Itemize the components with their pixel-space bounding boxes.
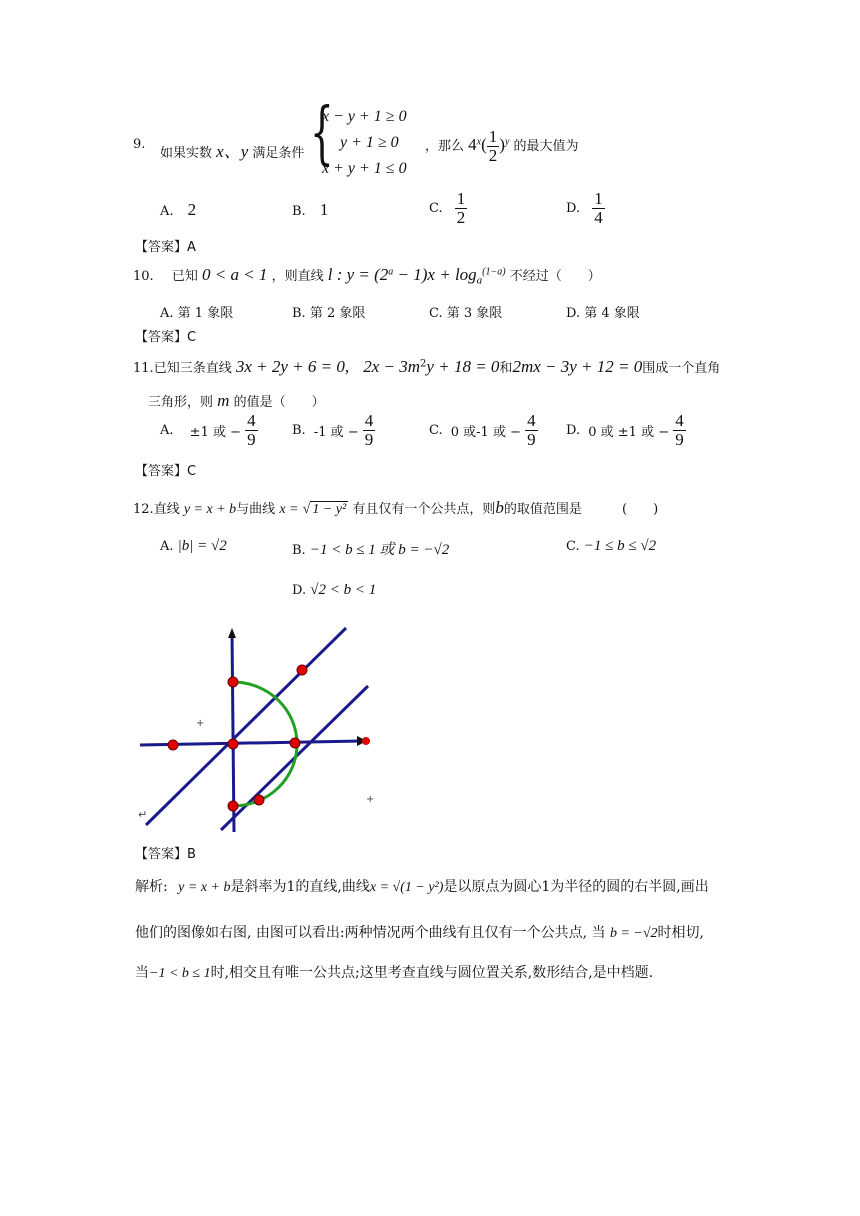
figure-points [168, 665, 370, 811]
q9-vars: x、y [216, 142, 249, 161]
point [362, 737, 370, 745]
q9-answer: 【答案】A [135, 240, 196, 255]
q10-mid: ，则直线 [271, 269, 324, 284]
q9-frac: $\frac{1}{2}$ [488, 127, 498, 165]
q9-expr-base: 4 [468, 134, 477, 154]
q10-line-eq: l : y = (2 [327, 265, 389, 284]
q10-option-d: D. 第 4 象限 [566, 306, 640, 321]
q12-option-b: B. −1 < b ≤ 1 或 b = −√2 [292, 542, 450, 558]
explanation-eq-3: −1 < b ≤ 1 [149, 966, 211, 981]
q11-line2-suffix: 的值是（ ） [233, 395, 325, 410]
q12-mid: 与曲线 [236, 502, 276, 517]
q10-suffix: 不经过（ ） [509, 269, 601, 284]
q9-cond-label: 满足条件 [252, 146, 305, 161]
q9-number: 9. [133, 137, 146, 152]
q9-option-c-frac: $\frac{1}{2}$ [456, 189, 466, 227]
q9-prefix [160, 137, 304, 162]
q11-option-d: D. 0 或 ±1 或 − $\frac{4}{9}$ [566, 411, 684, 449]
figure-graph [136, 620, 375, 835]
q9-cond-1: x − y + 1 ≥ 0 [322, 108, 407, 125]
q10-cond: 0 < a < 1 [201, 265, 268, 284]
q11-prefix: 已知三条直线 [153, 361, 232, 376]
explanation-label: 解析: [135, 879, 168, 895]
q12-prefix: 直线 [153, 502, 180, 517]
q10-option-a: A. 第 1 象限 [160, 306, 234, 321]
explanation-line-2 [135, 922, 704, 942]
q9-option-b [292, 200, 328, 220]
q12-line [133, 498, 658, 518]
q11-line-2 [148, 391, 325, 411]
q11-suffix: 围成一个直角 [642, 361, 721, 376]
point [254, 795, 264, 805]
q9-cond-2: y + 1 ≥ 0 [340, 134, 399, 151]
q9-suffix-b: 的最大值为 [513, 138, 579, 154]
q12-paren: ( ) [622, 502, 659, 517]
q11-eq2: 2x − 3m [363, 357, 421, 376]
q9-option-a-value: 2 [187, 200, 197, 219]
q12-curve-sqrt: √ 1 − y² [302, 502, 347, 517]
q12-suffix-b: 的取值范围是 [503, 502, 582, 517]
point [228, 739, 238, 749]
point [290, 738, 300, 748]
explanation-text-2c: 时相切, [657, 925, 704, 941]
q9-brace: { [310, 94, 334, 173]
q11-line-1 [133, 357, 720, 377]
q9-option-a [160, 200, 196, 220]
explanation-text-b: 是斜率为1的直线,曲线 [230, 879, 370, 895]
q9-option-a-label: A. [160, 204, 174, 219]
q9-option-d-frac: $\frac{1}{4}$ [594, 189, 603, 227]
q11-option-a: A. ±1 或 − $\frac{4}{9}$ [160, 411, 256, 449]
q11-eq1: 3x + 2y + 6 = 0, [235, 357, 350, 376]
figure-mark: ↵ [138, 808, 148, 821]
figure-mark: + [366, 794, 375, 805]
explanation-eq-a: y = x + b [178, 880, 231, 895]
q9-option-c-label: C. [429, 200, 443, 216]
q9-prefix-text: 如果实数 [160, 146, 213, 161]
q12-line-eq: y = x + b [183, 502, 237, 517]
q10-line [133, 265, 601, 287]
q11-var: m [217, 391, 230, 410]
q11-eq2-sup: 2 [420, 358, 427, 370]
q10-exp-a: a [388, 266, 394, 278]
q12-var: b [495, 498, 504, 517]
q9-expr-exp2: y [504, 136, 510, 148]
explanation-text-3c: 时,相交且有唯一公共点;这里考查直线与圆位置关系,数形结合,是中档题. [210, 965, 654, 981]
explanation-line-3 [135, 962, 653, 982]
y-axis-arrow [228, 628, 236, 638]
q9-option-b-label: B. [292, 204, 306, 219]
q11-line2-prefix: 三角形，则 [148, 395, 214, 410]
q9-suffix-a: ，那么 [425, 138, 465, 154]
q11-number: 11. [133, 361, 154, 376]
q12-suffix-a: 有且仅有一个公共点，则 [352, 502, 496, 517]
point [228, 677, 238, 687]
q9-option-d [566, 190, 605, 227]
explanation-text-2: 他们的图像如右图, 由图可以看出:两种情况两个曲线有且仅有一个公共点, 当 [135, 925, 606, 941]
explanation-text-3a: 当 [135, 965, 149, 981]
q9-expression: ，那么 4$^x$( $\frac{1}{2}$ )$^y$ 的最大值为 [425, 127, 579, 165]
q10-option-c: C. 第 3 象限 [429, 306, 503, 321]
q10-answer: 【答案】C [135, 330, 197, 345]
q10-log-base: a [476, 274, 483, 287]
point [228, 801, 238, 811]
q9-option-d-label: D. [566, 200, 581, 216]
q9-cond-3: x + y + 1 ≤ 0 [322, 160, 407, 177]
q12-curve-lhs: x = [279, 502, 299, 517]
q12-number: 12. [133, 502, 154, 517]
q12-option-a: A. |b| = √2 [160, 538, 227, 554]
q12-answer: 【答案】B [135, 847, 196, 862]
q10-number: 10. [133, 269, 154, 284]
explanation-text-d: 是以原点为圆心1为半径的圆的右半圆,画出 [443, 879, 709, 895]
q10-prefix: 已知 [171, 269, 198, 284]
q12-option-d: D. √2 < b < 1 [292, 582, 377, 598]
q11-and: 和 [499, 361, 513, 376]
figure-mark: + [196, 718, 205, 729]
q9-expr-exp: x [476, 136, 482, 148]
q10-option-b: B. 第 2 象限 [292, 306, 366, 321]
q11-answer: 【答案】C [135, 464, 197, 479]
q12-option-c: C. −1 ≤ b ≤ √2 [566, 538, 657, 554]
explanation-eq-2: b = −√2 [609, 926, 658, 941]
q11-eq2-b: y + 18 = 0 [426, 357, 500, 376]
q11-eq3: 2mx − 3y + 12 = 0 [512, 357, 643, 376]
q9-option-c [429, 190, 467, 227]
q10-log-sup: (1−a) [482, 266, 506, 278]
q11-option-b: B. -1 或 − $\frac{4}{9}$ [292, 411, 374, 449]
q10-line-b: − 1)x + log [393, 265, 477, 284]
q9-option-b-value: 1 [319, 200, 329, 219]
explanation-eq-c: x = √(1 − y²) [369, 880, 444, 895]
point [168, 740, 178, 750]
tangent-line [146, 628, 346, 825]
point [297, 665, 307, 675]
explanation-line-1 [135, 876, 709, 896]
q11-option-c: C. 0 或-1 或 − $\frac{4}{9}$ [429, 411, 536, 449]
